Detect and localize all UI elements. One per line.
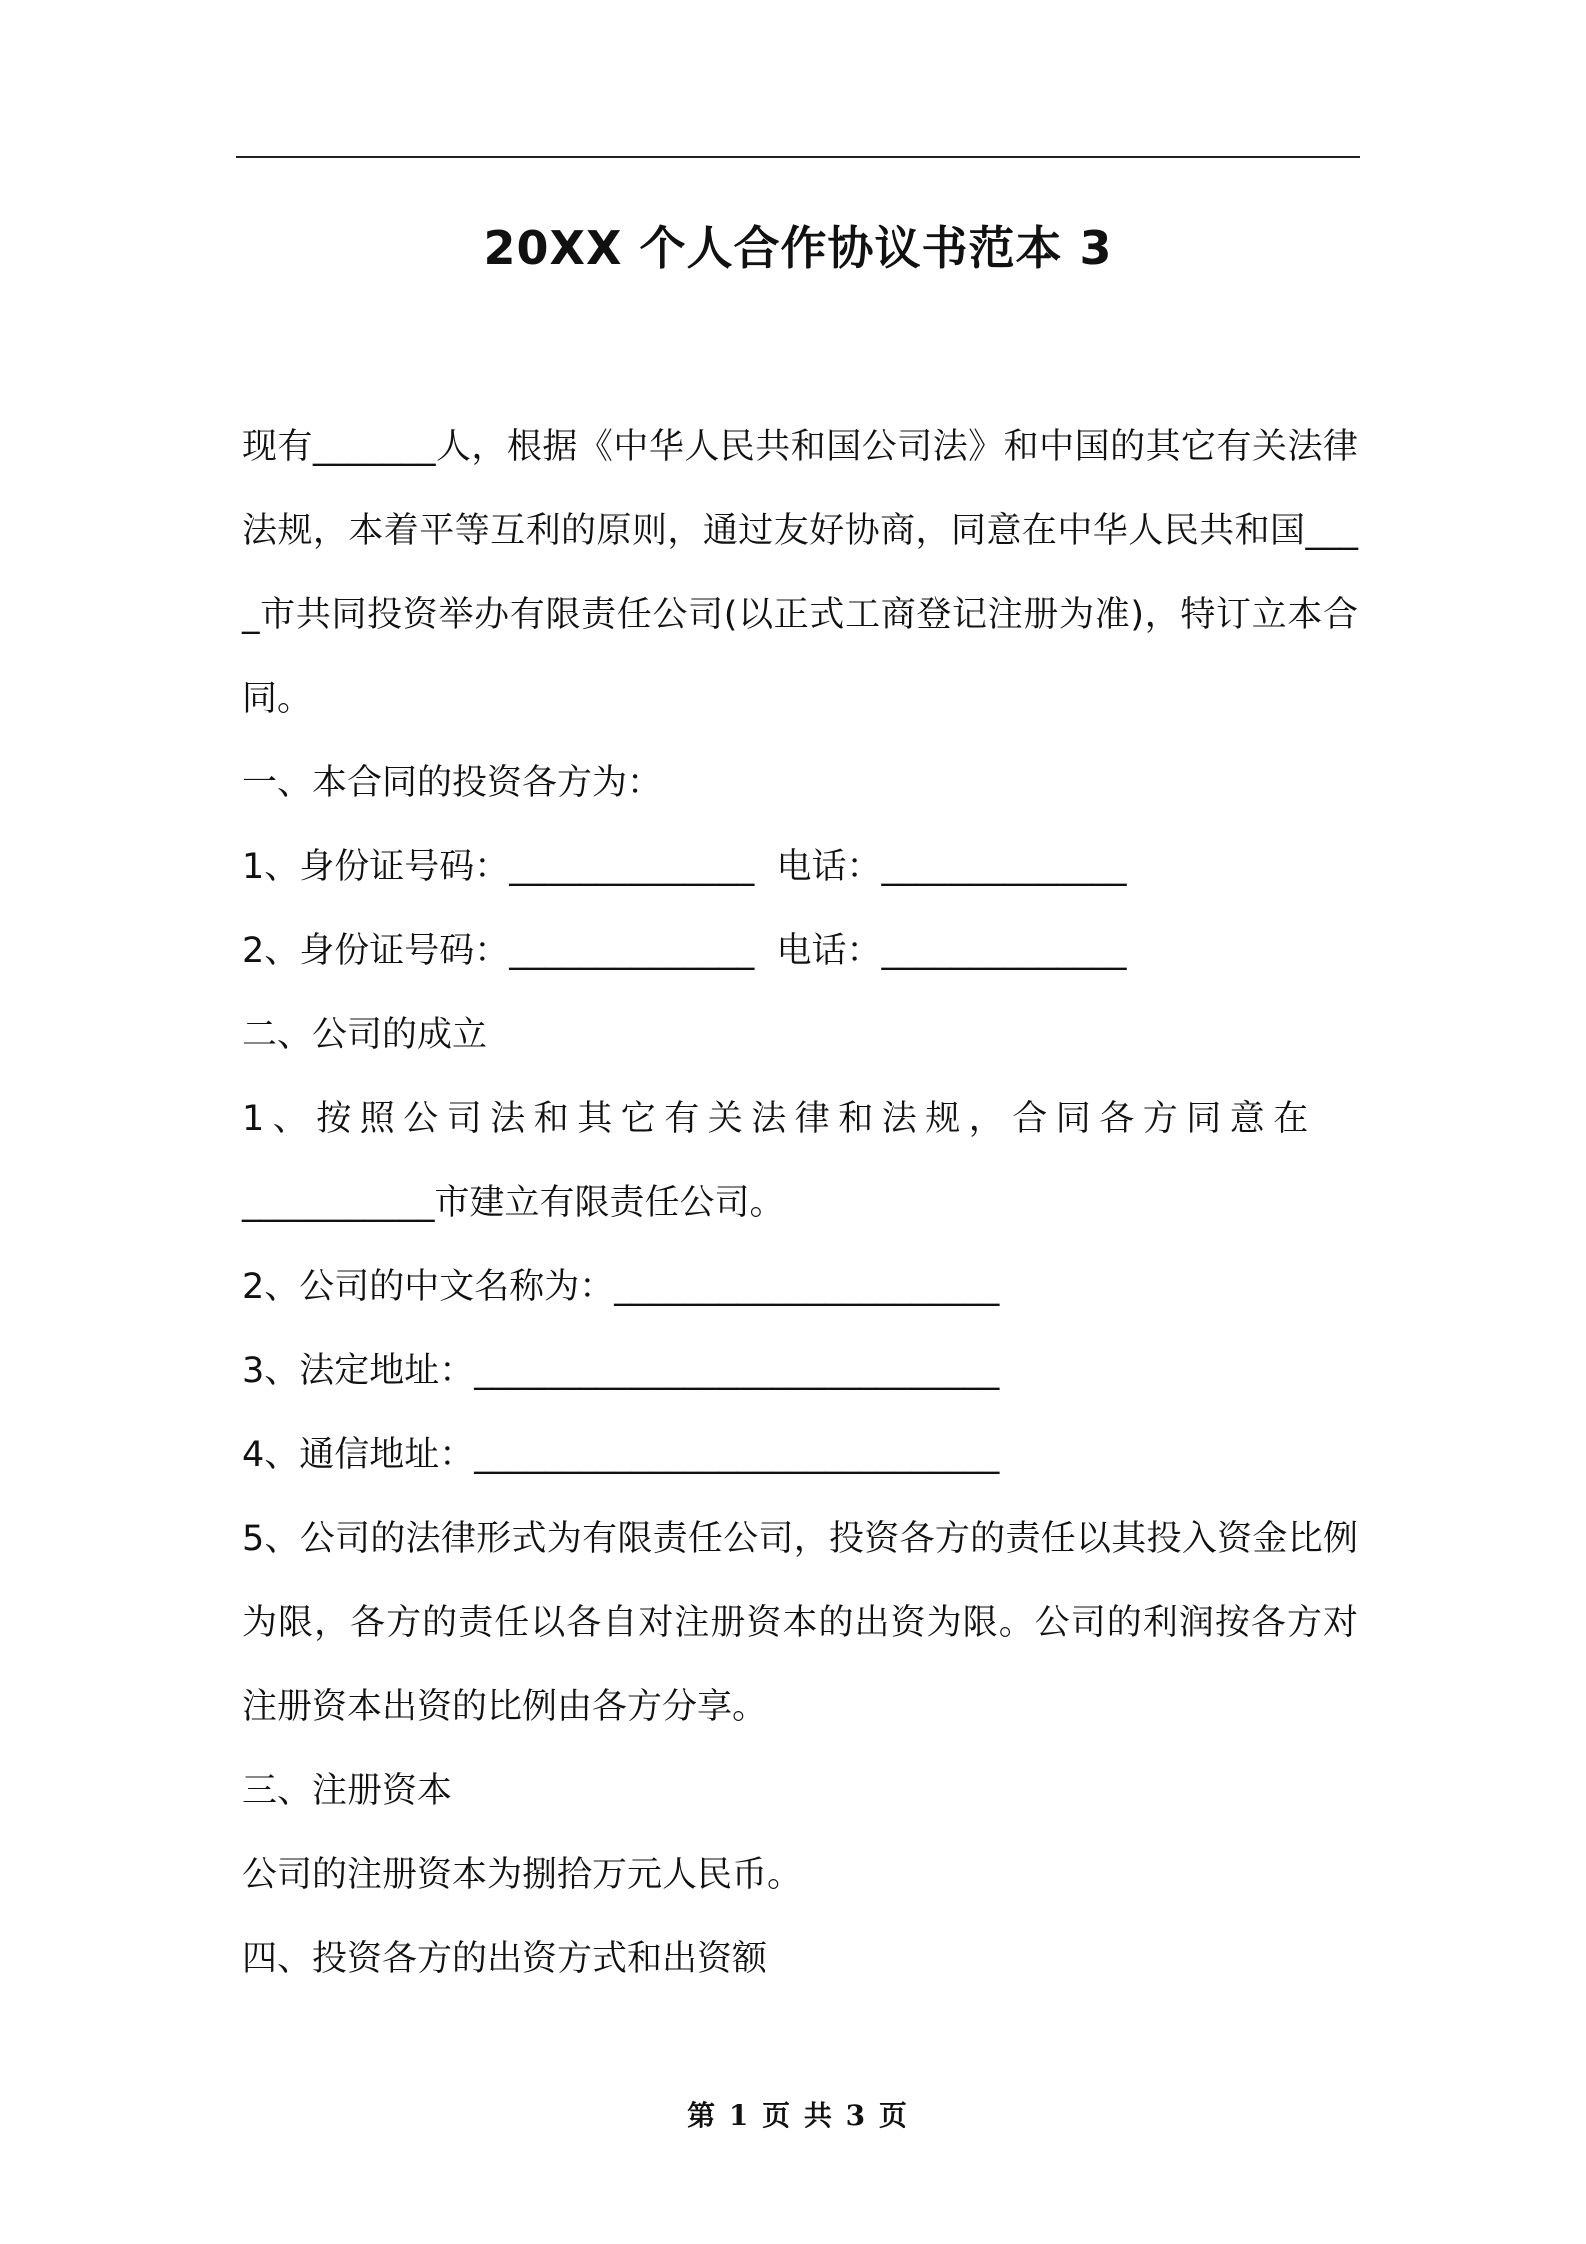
section-1-heading: 一、本合同的投资各方为： <box>242 763 663 803</box>
party-1-line: 1、身份证号码：______________ 电话：______________ <box>242 847 1127 887</box>
mailing-address-line: 4、通信地址：______________________________ <box>242 1435 1000 1475</box>
header-rule <box>236 156 1360 158</box>
section-2-heading: 二、公司的成立 <box>242 1015 488 1055</box>
page-footer: 第 1 页 共 3 页 <box>687 2099 909 2132</box>
party-2-line: 2、身份证号码：______________ 电话：______________ <box>242 931 1127 971</box>
intro-paragraph: 现有_______人，根据《中华人民共和国公司法》和中国的其它有关法律法规，本着平等互利的原则，通过友好协商，同意在中华人民共和国____市共同投资举办有限责任公司(以正式工商登记注册为准)，特订立本合同。 <box>242 427 1358 719</box>
document-body <box>242 405 1358 2001</box>
establish-line-2: ___________市建立有限责任公司。 <box>242 1183 785 1223</box>
legal-address-line: 3、法定地址：______________________________ <box>242 1351 1000 1391</box>
legal-form-paragraph: 5、公司的法律形式为有限责任公司，投资各方的责任以其投入资金比例为限，各方的责任以各自对注册资本的出资为限。公司的利润按各方对注册资本出资的比例由各方分享。 <box>242 1519 1358 1727</box>
section-4-heading: 四、投资各方的出资方式和出资额 <box>242 1939 768 1979</box>
registered-capital-line: 公司的注册资本为捌拾万元人民币。 <box>242 1855 803 1895</box>
section-3-heading: 三、注册资本 <box>242 1771 453 1811</box>
chinese-name-line: 2、公司的中文名称为：______________________ <box>242 1267 1000 1307</box>
document-title: 20XX 个人合作协议书范本 3 <box>483 221 1113 275</box>
establish-line-1: 1、按照公司法和其它有关法律和法规，合同各方同意在 <box>242 1099 1317 1139</box>
